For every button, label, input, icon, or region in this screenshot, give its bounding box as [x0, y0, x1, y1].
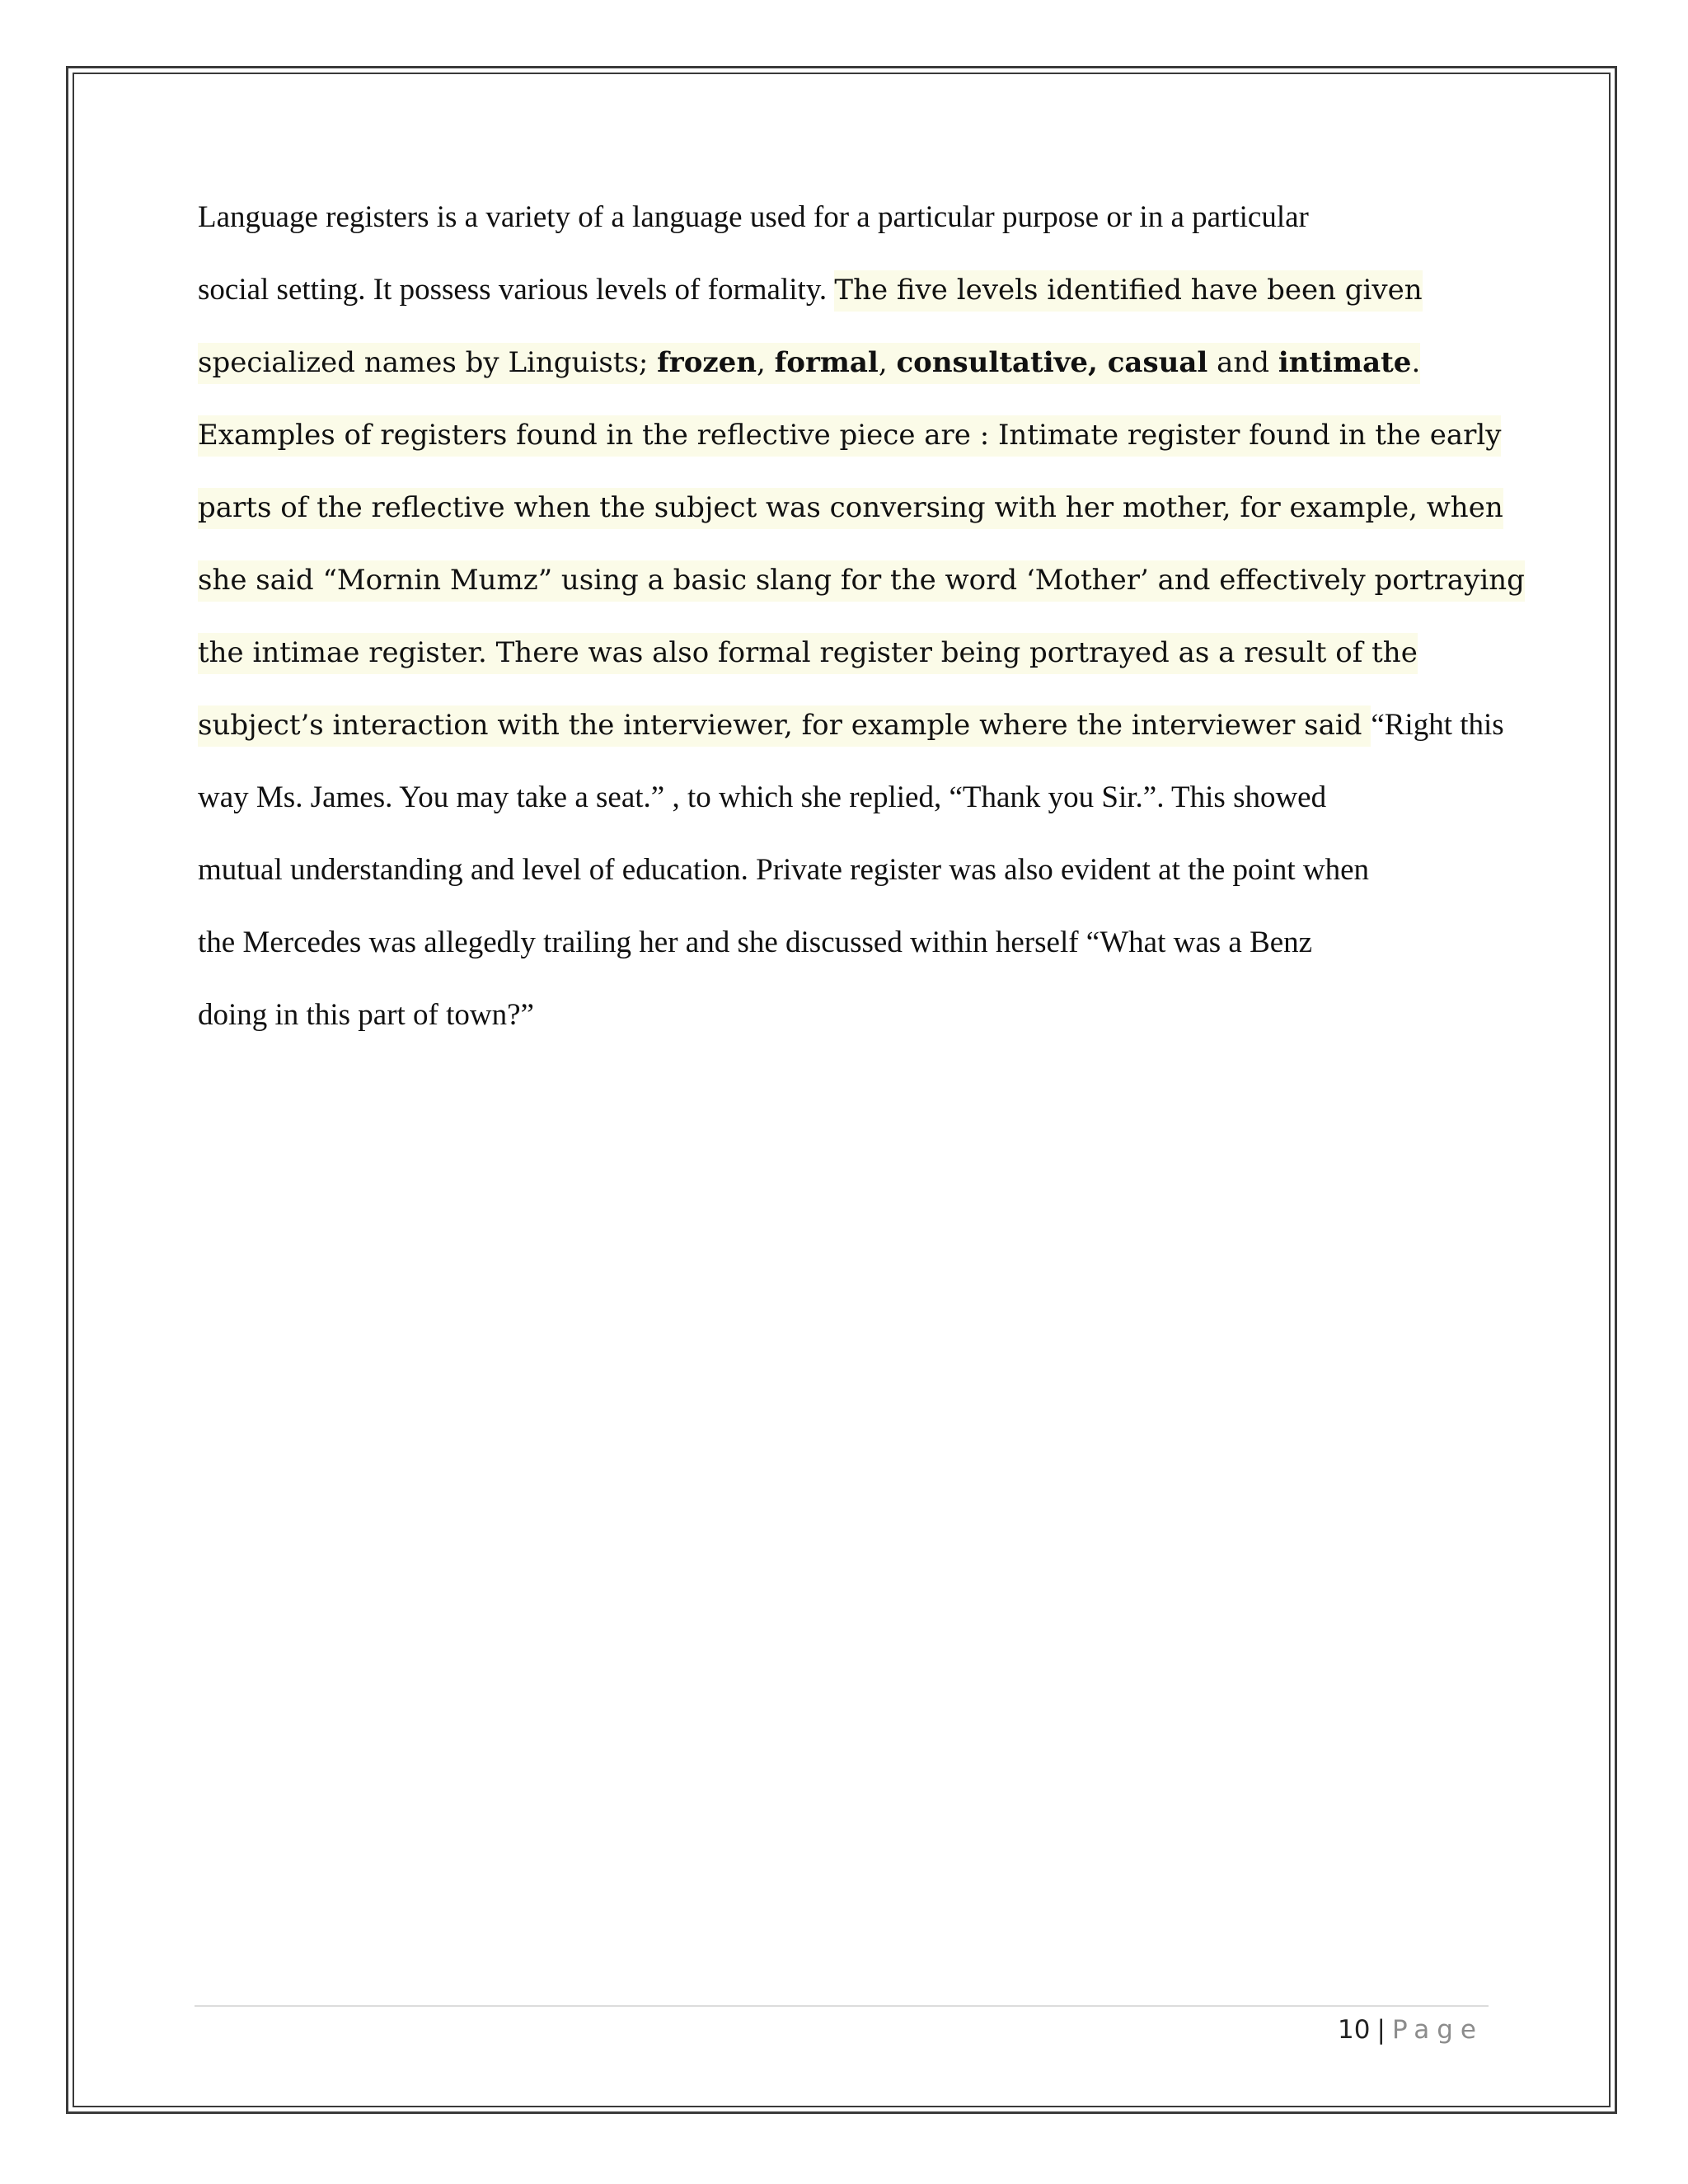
text-run: mutual understanding and level of education. Private register was also evident at the point when: [198, 853, 1370, 887]
text-run: “Right this: [1371, 708, 1504, 742]
text-run: social setting. It possess various levels of formality.: [198, 273, 835, 307]
highlighted-text: and: [1207, 343, 1278, 384]
paragraph-line: [198, 621, 1517, 694]
paragraph-line: [198, 331, 1517, 404]
paragraph-line: [198, 912, 1517, 984]
text-run: Language registers is a variety of a language used for a particular purpose or in a particular: [198, 200, 1309, 234]
footer-divider: [195, 2005, 1489, 2007]
paragraph-line: [198, 404, 1517, 476]
highlighted-text: The five levels identified have been given: [834, 270, 1422, 312]
highlighted-text: specialized names by Linguists;: [198, 343, 657, 384]
highlighted-text: ,: [879, 343, 897, 384]
page-number: 10: [1338, 2015, 1371, 2045]
text-run: doing in this part of town?”: [198, 998, 534, 1032]
highlighted-text: the intimae register. There was also formal register being portrayed as a result of the: [198, 633, 1418, 674]
paragraph-line: [198, 476, 1517, 549]
paragraph-line: [198, 766, 1517, 839]
page-label: Page: [1391, 2015, 1484, 2045]
highlighted-text: .: [1411, 343, 1420, 384]
text-run: the Mercedes was allegedly trailing her and she discussed within herself “What was a Benz: [198, 926, 1313, 959]
register-term-formal: formal: [775, 343, 879, 384]
register-term-frozen: frozen: [657, 343, 757, 384]
paragraph-line: [198, 839, 1517, 912]
highlighted-text: subject’s interaction with the interviewer, for example where the interviewer said: [198, 705, 1371, 747]
highlighted-text: she said “Mornin Mumz” using a basic slang for the word ‘Mother’ and effectively portraying: [198, 560, 1525, 602]
body-paragraph: [198, 186, 1525, 1057]
paragraph-line: [198, 694, 1517, 766]
paragraph-line: [198, 259, 1517, 331]
footer-separator: |: [1376, 2015, 1386, 2045]
highlighted-text: Examples of registers found in the reflective piece are : Intimate register found in the early: [198, 415, 1501, 457]
highlighted-text: parts of the reflective when the subject was conversing with her mother, for example, when: [198, 488, 1503, 529]
register-term-intimate: intimate: [1278, 343, 1412, 384]
register-term-consultative-casual: consultative, casual: [896, 343, 1207, 384]
paragraph-line: [198, 186, 1517, 259]
paragraph-line: [198, 984, 1517, 1057]
paragraph-line: [198, 549, 1525, 621]
highlighted-text: ,: [757, 343, 775, 384]
text-run: way Ms. James. You may take a seat.” , to which she replied, “Thank you Sir.”. This showed: [198, 780, 1327, 814]
page-footer: [1338, 2007, 1484, 2053]
